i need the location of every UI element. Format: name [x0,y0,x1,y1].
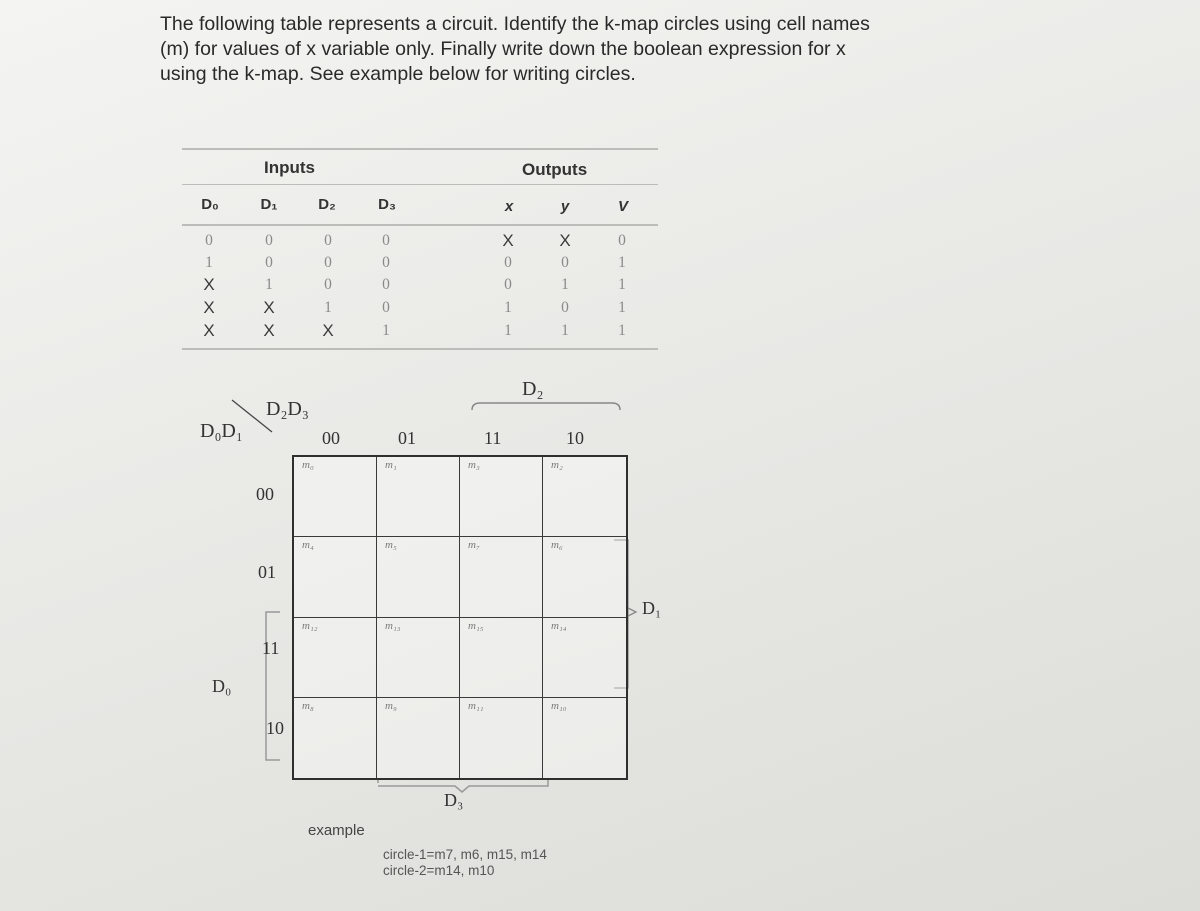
minterm-label: m₁₁ [468,699,484,712]
minterm-label: m₁₅ [468,619,484,632]
header-y: y [560,198,570,215]
table-cell: 1 [618,276,626,293]
table-cell: 0 [382,276,390,293]
table-cell: 0 [504,276,512,293]
table-cell: 0 [265,232,273,249]
table-cell: X [263,298,275,317]
table-cell: 1 [324,299,332,316]
table-cell: 1 [504,299,512,316]
minterm-label: m₁₀ [551,699,567,712]
kmap-cell-m14 [543,618,626,698]
table-cell: X [203,298,215,317]
kmap-row-header: 11 [262,638,280,658]
kmap-d0-label: D₀ [212,676,232,696]
minterm-label: m₀ [302,459,314,471]
table-cell: 0 [265,254,273,271]
minterm-label: m₁ [385,459,397,471]
minterm-label: m₃ [468,459,480,471]
d1-brace-arrow [628,608,636,616]
kmap-cell-m1 [377,457,460,537]
kmap-col-header: 10 [566,428,584,448]
kmap-d3-label: D₃ [444,790,464,810]
kmap-cell-m3 [460,457,543,537]
table-cell: 0 [205,232,213,249]
example-label: example [308,822,365,839]
kmap-col-header: 11 [484,428,502,448]
kmap-cell-m7 [460,537,543,617]
kmap-grid [292,455,628,780]
kmap-row-header: 00 [256,484,274,504]
minterm-label: m₁₂ [302,619,318,632]
table-cell: 1 [561,322,569,339]
table-cell: 0 [324,254,332,271]
inputs-group-label: Inputs [264,158,315,177]
kmap-col-header: 00 [322,428,340,448]
table-cell: 1 [382,322,390,339]
table-cell: X [559,231,571,250]
header-d2: D₂ [318,196,336,213]
table-cell: 1 [618,322,626,339]
example-circles [383,847,547,879]
kmap-row-variables: D₀D₁ [200,420,243,442]
kmap-cell-m4 [294,537,377,617]
table-cell: 1 [618,299,626,316]
kmap-cell-m12 [294,618,377,698]
header-d1: D₁ [260,196,278,213]
kmap-cell-m15 [460,618,543,698]
kmap-cell-m10 [543,698,626,778]
minterm-label: m₁₄ [551,619,567,632]
table-cell: 0 [561,299,569,316]
minterm-label: m₁₃ [385,619,401,632]
outputs-group-label: Outputs [522,160,588,179]
table-cell: X [502,231,514,250]
minterm-label: m₂ [551,459,563,471]
header-d3: D₃ [378,196,396,213]
kmap-cell-m6 [543,537,626,617]
table-cell: 0 [382,299,390,316]
table-cell: 1 [504,322,512,339]
problem-line: using the k-map. See example below for writing circles. [160,63,636,85]
kmap-column-variables: D₂D₃ [266,398,309,420]
table-cell: 1 [561,276,569,293]
table-cell: 0 [382,254,390,271]
kmap-row-header: 01 [258,562,276,582]
kmap-cell-m2 [543,457,626,537]
table-cell: 0 [618,232,626,249]
problem-line: The following table represents a circuit. Identify the k-map circles using cell names [160,13,870,35]
problem-line: (m) for values of x variable only. Finally write down the boolean expression for x [160,38,846,60]
table-cell: 1 [205,254,213,271]
header-x: x [504,198,514,215]
minterm-label: m₆ [551,539,563,552]
table-cell: X [203,275,215,294]
table-cell: 1 [618,254,626,271]
example-circle-line: circle-2=m14, m10 [383,863,495,878]
kmap-d2-label: D₂ [522,378,544,400]
table-cell: X [203,321,215,340]
kmap-cell-m9 [377,698,460,778]
kmap-d1-label: D₁ [642,598,662,618]
header-d0: D₀ [201,196,219,213]
kmap-cell-m13 [377,618,460,698]
kmap-cell-m11 [460,698,543,778]
table-cell: 0 [324,232,332,249]
table-cell: 0 [561,254,569,271]
kmap-cell-m0 [294,457,377,537]
kmap-cell-m5 [377,537,460,617]
table-cell: 0 [382,232,390,249]
d2-top-brace [472,403,620,410]
header-v: V [617,198,628,215]
kmap-col-header: 01 [398,428,416,448]
table-cell: 1 [265,276,273,293]
minterm-label: m₉ [385,699,397,712]
example-circle-line: circle-1=m7, m6, m15, m14 [383,847,547,862]
kmap-cell-m8 [294,698,377,778]
table-cell: 0 [504,254,512,271]
table-cell: 0 [324,276,332,293]
minterm-label: m₅ [385,539,397,552]
table-cell: X [263,321,275,340]
minterm-label: m₄ [302,539,314,552]
kmap-row-header: 10 [266,718,284,738]
table-cell: X [322,321,334,340]
minterm-label: m₈ [302,699,314,712]
minterm-label: m₇ [468,539,480,552]
